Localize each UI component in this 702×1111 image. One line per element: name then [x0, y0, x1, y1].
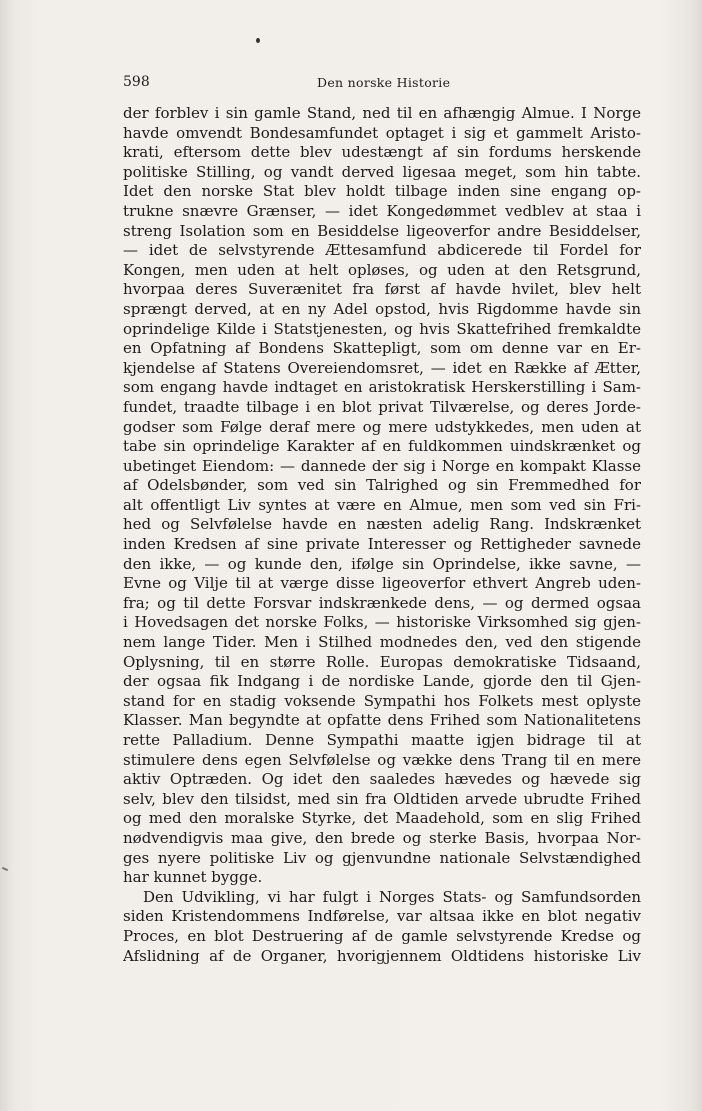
text-line: — idet de selvstyrende Ættesamfund abdicerede til Fordel for [123, 241, 641, 260]
text-line: ubetinget Eiendom: — dannede der sig i Norge en kompakt Klasse [123, 456, 641, 475]
text-line: inden Kredsen af sine private Interesser og Rettigheder savnede [123, 535, 641, 554]
body-text [123, 104, 641, 966]
ink-speck [256, 38, 260, 43]
text-line: Proces, en blot Destruering af de gamle selvstyrende Kredse og [123, 926, 641, 945]
text-line: stimulere dens egen Selvfølelse og vække dens Trang til en mere [123, 750, 641, 769]
text-line: af Odelsbønder, som ved sin Talrighed og sin Fremmedhed for [123, 476, 641, 495]
text-line: nem lange Tider. Men i Stilhed modnedes den, ved den stigende [123, 633, 641, 652]
text-line: aktiv Optræden. Og idet den saaledes hævedes og hævede sig [123, 770, 641, 789]
text-line: Idet den norske Stat blev holdt tilbage inden sine engang op- [123, 182, 641, 201]
text-line: den ikke, — og kunde den, ifølge sin Oprindelse, ikke savne, — [123, 554, 641, 573]
text-line: rette Palladium. Denne Sympathi maatte igjen bidrage til at [123, 731, 641, 749]
page-header [123, 74, 643, 94]
text-line: Kongen, men uden at helt opløses, og uden at den Retsgrund, [123, 260, 641, 279]
text-line: der ogsaa fik Indgang i de nordiske Lande, gjorde den til Gjen- [123, 672, 641, 691]
paragraph [123, 888, 641, 966]
page-number: 598 [123, 74, 150, 90]
text-line: krati, eftersom dette blev udestængt af sin fordums herskende [123, 143, 641, 162]
text-line: Klasser. Man begyndte at opfatte dens Frihed som Nationalitetens [123, 711, 641, 730]
text-line: sprængt derved, at en ny Adel opstod, hvis Rigdomme havde sin [123, 299, 641, 318]
text-line: og med den moralske Styrke, det Maadehold, som en slig Frihed [123, 809, 641, 828]
text-line: godser som Følge deraf mere og mere udstykkedes, men uden at [123, 417, 641, 436]
text-line: hvorpaa deres Suverænitet fra først af havde hvilet, blev helt [123, 280, 641, 299]
margin-mark [2, 867, 8, 871]
text-line: som engang havde indtaget en aristokratisk Herskerstilling i Sam- [123, 378, 641, 397]
text-line: i Hovedsagen det norske Folks, — historiske Virksomhed sig gjen- [123, 613, 641, 632]
text-line: kjendelse af Statens Overeiendomsret, — idet en Række af Ætter, [123, 358, 641, 377]
text-line: ges nyere politiske Liv og gjenvundne nationale Selvstændighed [123, 848, 641, 867]
text-line: trukne snævre Grænser, — idet Kongedømmet vedblev at staa i [123, 201, 641, 220]
text-line: hed og Selvfølelse havde en næsten adelig Rang. Indskrænket [123, 515, 641, 534]
text-line: politiske Stilling, og vandt derved ligesaa meget, som hin tabte. [123, 162, 641, 181]
text-line: Oplysning, til en større Rolle. Europas demokratiske Tidsaand, [123, 652, 641, 671]
text-line: alt offentligt Liv syntes at være en Almue, men som ved sin Fri- [123, 495, 641, 514]
text-line: oprindelige Kilde i Statstjenesten, og hvis Skattefrihed fremkaldte [123, 319, 641, 338]
text-line: streng Isolation som en Besiddelse ligeoverfor andre Besiddelser, [123, 221, 641, 240]
text-line: nødvendigvis maa give, den brede og sterke Basis, hvorpaa Nor- [123, 828, 641, 847]
running-title: Den norske Historie [317, 75, 451, 90]
text-line: der forblev i sin gamle Stand, ned til en afhængig Almue. I Norge [123, 104, 641, 122]
text-line: havde omvendt Bondesamfundet optaget i sig et gammelt Aristo- [123, 123, 641, 142]
text-line: har kunnet bygge. [123, 868, 263, 887]
text-line: en Opfatning af Bondens Skattepligt, som om denne var en Er- [123, 339, 641, 358]
text-line: Afslidning af de Organer, hvorigjennem Oldtidens historiske Liv [123, 946, 641, 965]
paragraph [123, 104, 641, 888]
text-line: stand for en stadig voksende Sympathi hos Folkets mest oplyste [123, 691, 641, 710]
text-line: fra; og til dette Forsvar indskrænkede dens, — og dermed ogsaa [123, 593, 641, 612]
text-line: fundet, traadte tilbage i en blot privat Tilværelse, og deres Jorde- [123, 397, 641, 416]
text-line: Evne og Vilje til at værge disse ligeoverfor ethvert Angreb uden- [123, 574, 641, 593]
text-line: siden Kristendommens Indførelse, var altsaa ikke en blot negativ [123, 907, 641, 926]
text-line: tabe sin oprindelige Karakter af en fuldkommen uindskrænket og [123, 437, 641, 456]
text-line: selv, blev den tilsidst, med sin fra Oldtiden arvede ubrudte Frihed [123, 789, 641, 808]
text-line: Den Udvikling, vi har fulgt i Norges Stats- og Samfundsorden [143, 887, 641, 906]
